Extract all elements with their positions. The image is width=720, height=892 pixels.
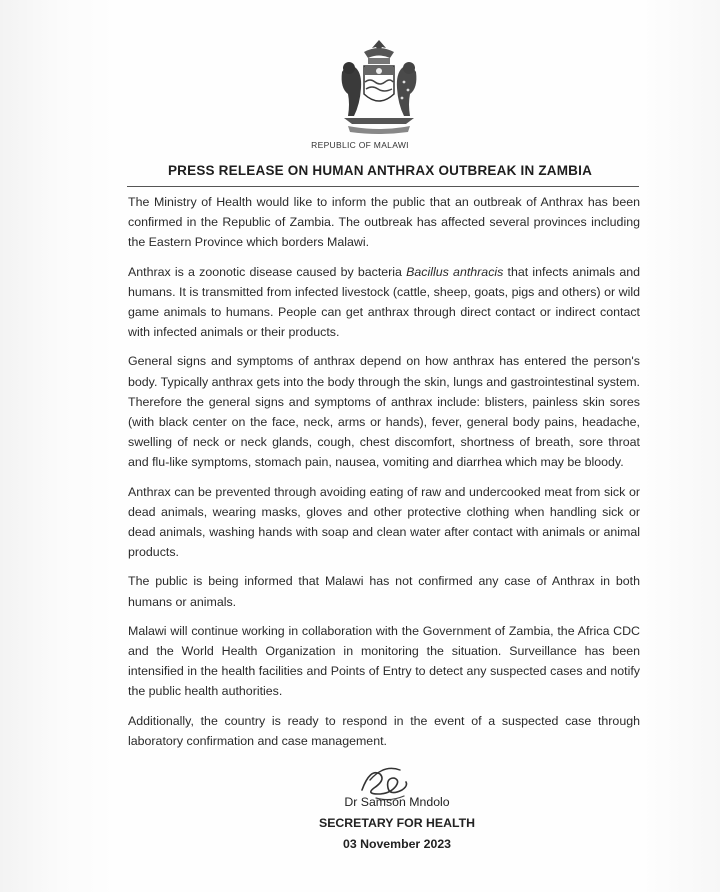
paragraph-outbreak: The Ministry of Health would like to inform the public that an outbreak of Anthrax has been confirmed in the Republic of Zambia. The outbreak has affected several provinces including the Eastern Province which borders Malawi. bbox=[128, 195, 640, 250]
paragraph-disease-start: Anthrax is a zoonotic disease caused by bacteria bbox=[128, 264, 407, 279]
bacteria-name: Bacillus anthracis bbox=[406, 264, 504, 279]
title-divider bbox=[127, 186, 639, 187]
paragraph-symptoms: General signs and symptoms of anthrax depend on how anthrax has entered the person's body. Typically anthrax gets into the body through the skin, lungs and gastrointestinal system. Therefore the general signs and symptoms of anthrax include: blisters, painless skin sores (with black center on the face, neck, arms or hands), fever, general body pains, headache, swelling of neck or neck glands, cough, chest discomfort, shortness of breath, sore throat and flu-like symptoms, stomach pain, nausea, vomiting and diarrhea which may be bloody. bbox=[128, 354, 640, 470]
page-title: PRESS RELEASE ON HUMAN ANTHRAX OUTBREAK IN ZAMBIA bbox=[167, 163, 593, 178]
coat-of-arms-icon bbox=[334, 38, 424, 134]
paragraph-readiness: Additionally, the country is ready to respond in the event of a suspected case through laboratory confirmation and case management. bbox=[128, 713, 640, 748]
press-release-body bbox=[128, 192, 640, 760]
signatory-block bbox=[272, 792, 522, 855]
paragraph-disease bbox=[128, 262, 640, 343]
country-label: REPUBLIC OF MALAWI bbox=[311, 140, 409, 150]
release-date: 03 November 2023 bbox=[342, 837, 451, 851]
paragraph-no-cases: The public is being informed that Malawi has not confirmed any case of Anthrax in both humans or animals. bbox=[128, 574, 640, 609]
signatory-name: Dr Samson Mndolo bbox=[344, 795, 450, 809]
signatory-role: SECRETARY FOR HEALTH bbox=[319, 816, 475, 830]
paragraph-prevention: Anthrax can be prevented through avoiding eating of raw and undercooked meat from sick or dead animals, wearing masks, gloves and other protective clothing when handling sick or dead animals, washing hands with soap and clean water after contact with animals or animal products. bbox=[128, 484, 640, 560]
paragraph-disease-end: that infects animals and humans. It is transmitted from infected livestock (cattle, sheep, goats, pigs and others) or wild game animals to humans. People can get anthrax through direct contact or indirect contact with infected animals or their products. bbox=[128, 264, 641, 340]
paragraph-collaboration: Malawi will continue working in collaboration with the Government of Zambia, the Africa CDC and the World Health Organization in monitoring the situation. Surveillance has been intensified in the health facilities and Points of Entry to detect any suspected cases and notify the public health authorities. bbox=[128, 623, 640, 699]
